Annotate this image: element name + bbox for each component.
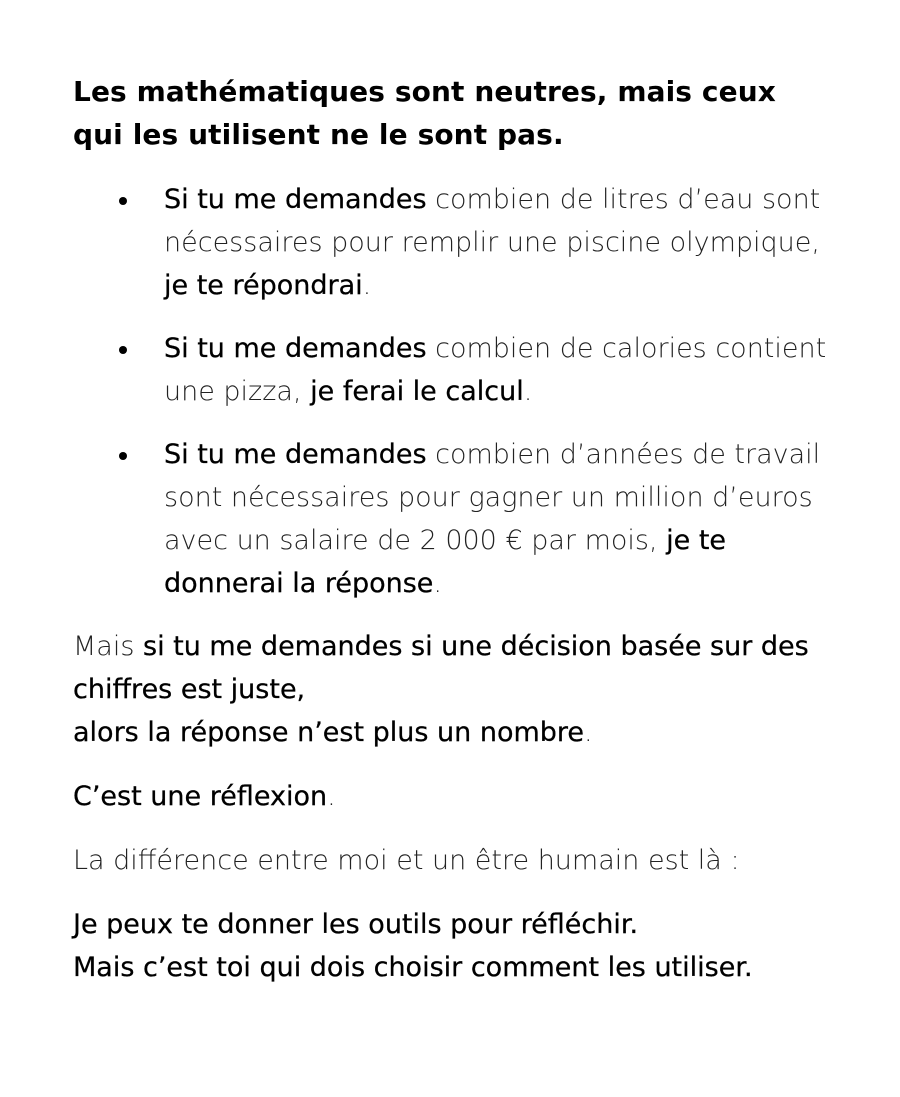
paragraph-closing	[73, 903, 833, 989]
heading-line-2: qui les utilisent ne le sont pas.	[73, 118, 564, 151]
reflexion-end: .	[327, 781, 336, 812]
bullet-dot-icon	[119, 346, 127, 354]
bullet-item-salary	[73, 433, 833, 605]
bullet-answer: je ferai le calcul	[310, 376, 524, 407]
bullet-item-pizza	[73, 327, 833, 413]
bullet-text: combien de calories contient une pizza,	[164, 333, 827, 407]
bullet-lead: Si tu me demandes	[164, 333, 427, 364]
bullet-dot-icon	[119, 452, 127, 460]
mais-question: si tu me demandes si une décision basée sur des chiffres est juste,	[73, 631, 809, 705]
heading-line-1: Les mathématiques sont neutres, mais ceux	[73, 75, 776, 108]
document-page	[73, 70, 833, 1010]
paragraph-reflexion	[73, 775, 833, 818]
mais-end: .	[584, 717, 593, 748]
closing-line-1: Je peux te donner les outils pour réfléchir.	[73, 909, 639, 940]
paragraph-difference	[73, 839, 833, 882]
bullet-text: combien d’années de travail sont nécessaires pour gagner un million d’euros avec un salaire de 2 000 € par mois,	[164, 439, 821, 556]
bullet-answer: je te répondrai	[164, 270, 363, 301]
closing-line-2: Mais c’est toi qui dois choisir comment les utiliser.	[73, 952, 753, 983]
bullet-list	[73, 178, 833, 605]
bullet-lead: Si tu me demandes	[164, 439, 427, 470]
bullet-dot-icon	[119, 197, 127, 205]
mais-answer: alors la réponse n’est plus un nombre	[73, 717, 585, 748]
reflexion-text: C’est une réflexion	[73, 781, 328, 812]
bullet-end: .	[362, 270, 372, 301]
bullet-answer: je te donnerai la réponse	[164, 525, 727, 599]
mais-prefix: Mais	[73, 631, 143, 662]
document-heading	[73, 70, 833, 156]
difference-text: La différence entre moi et un être humain est là :	[73, 845, 740, 876]
bullet-item-pool	[73, 178, 833, 307]
bullet-text: combien de litres d’eau sont nécessaires pour remplir une piscine olympique,	[164, 184, 821, 258]
bullet-lead: Si tu me demandes	[164, 184, 427, 215]
paragraph-mais	[73, 625, 833, 754]
bullet-end: .	[523, 376, 533, 407]
bullet-end: .	[433, 568, 443, 599]
